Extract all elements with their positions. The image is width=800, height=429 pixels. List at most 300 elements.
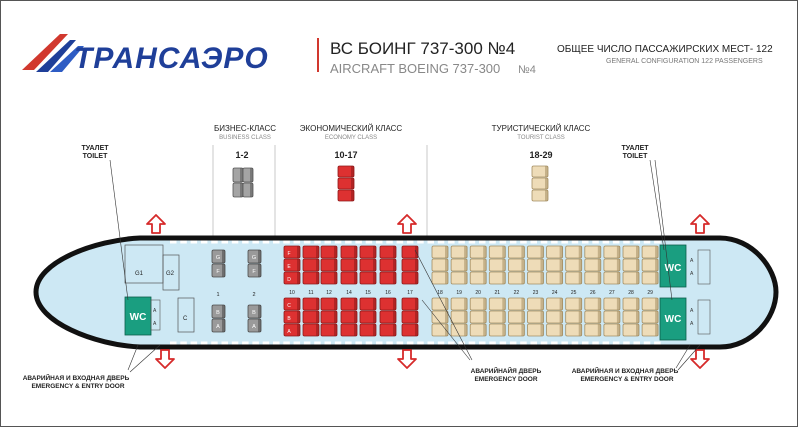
window — [376, 241, 383, 244]
economy-seat-back — [297, 311, 300, 323]
tourist-seat — [585, 298, 601, 310]
window — [489, 342, 496, 345]
economy-seat-back — [297, 272, 300, 284]
tourist-seat-back — [464, 246, 467, 258]
window — [211, 241, 218, 244]
tourist-seat — [508, 259, 524, 271]
tourist-seat — [623, 311, 639, 323]
tourist-seat-back — [636, 311, 639, 323]
economy-seat — [380, 324, 396, 336]
tourist-seat-back — [598, 272, 601, 284]
tourist-seat-back — [483, 272, 486, 284]
toilet-left-en: TOILET — [82, 153, 108, 160]
economy-seat-back — [354, 311, 357, 323]
tourist-seat — [547, 298, 563, 310]
window — [623, 241, 630, 244]
business-seat-back — [222, 305, 225, 318]
toilet-left-ru: ТУАЛЕТ — [81, 145, 109, 152]
tourist-seat — [585, 259, 601, 271]
window — [541, 241, 548, 244]
row-number: 15 — [365, 290, 371, 296]
window — [252, 241, 259, 244]
tourist-seat — [566, 324, 582, 336]
window — [417, 342, 424, 345]
legend-tourist-seat — [532, 166, 548, 177]
window — [613, 241, 620, 244]
economy-seat — [341, 272, 357, 284]
row-number: 1 — [216, 292, 220, 298]
tourist-seat-back — [617, 259, 620, 271]
economy-seat — [380, 311, 396, 323]
emergency-entry-door-right-ru: АВАРИЙНАЯ И ВХОДНАЯ ДВЕРЬ — [571, 368, 679, 375]
tourist-seat — [508, 298, 524, 310]
economy-seat-back — [393, 311, 396, 323]
tourist-seat — [585, 272, 601, 284]
attendant-label: A — [690, 271, 694, 277]
tourist-seat-back — [598, 311, 601, 323]
tourist-seat-back — [521, 246, 524, 258]
tourist-seat — [432, 259, 448, 271]
economy-seat-back — [354, 246, 357, 258]
tourist-seat — [451, 298, 467, 310]
window — [222, 342, 229, 345]
tourist-seat — [489, 298, 505, 310]
window — [520, 342, 527, 345]
tourist-seat — [623, 272, 639, 284]
seat-letter: E — [287, 264, 291, 270]
tourist-seat — [642, 272, 658, 284]
seat-letter: A — [252, 324, 256, 330]
window — [551, 241, 558, 244]
tourist-seat — [585, 324, 601, 336]
row-number: 19 — [456, 290, 462, 296]
window — [180, 241, 187, 244]
economy-seat — [402, 311, 418, 323]
tourist-seat — [508, 272, 524, 284]
emergency-entry-door-left-en: EMERGENCY & ENTRY DOOR — [31, 383, 125, 390]
legend-economy-seat — [338, 166, 354, 177]
window — [531, 241, 538, 244]
window — [335, 241, 342, 244]
window — [510, 342, 517, 345]
title-ru: ВС БОИНГ 737-300 №4 — [330, 39, 516, 58]
tourist-seat — [623, 259, 639, 271]
economy-seat — [360, 259, 376, 271]
tourist-seat — [528, 311, 544, 323]
window — [438, 241, 445, 244]
tourist-seat — [566, 259, 582, 271]
window — [232, 241, 239, 244]
window — [304, 241, 311, 244]
economy-seat-back — [373, 324, 376, 336]
window — [634, 241, 641, 244]
economy-seat-back — [354, 272, 357, 284]
economy-seat — [360, 298, 376, 310]
seat-letter: B — [216, 310, 220, 316]
economy-seat — [341, 246, 357, 258]
wc-front-label: WC — [129, 312, 147, 323]
economy-seat-back — [415, 259, 418, 271]
window — [572, 342, 579, 345]
economy-seat-back — [316, 259, 319, 271]
tourist-seat — [528, 246, 544, 258]
tourist-seat — [642, 324, 658, 336]
window — [170, 342, 177, 345]
economy-seat-back — [354, 259, 357, 271]
economy-seat — [380, 272, 396, 284]
row-number: 24 — [551, 290, 558, 296]
tourist-seat — [547, 311, 563, 323]
business-seat-back — [222, 319, 225, 332]
economy-seat-back — [297, 298, 300, 310]
window — [479, 342, 486, 345]
economy-seat — [321, 324, 337, 336]
business-class-subtitle: BUSINESS CLASS — [219, 135, 271, 141]
window — [242, 241, 249, 244]
economy-seat-back — [393, 272, 396, 284]
window — [335, 342, 342, 345]
tourist-seat-back — [617, 324, 620, 336]
tourist-seat-back — [617, 272, 620, 284]
economy-seat — [303, 324, 319, 336]
economy-seat-back — [373, 311, 376, 323]
tourist-seat — [451, 259, 467, 271]
legend-tourist-seat-back — [545, 178, 548, 189]
tourist-seat-back — [579, 272, 582, 284]
tourist-seat-back — [636, 298, 639, 310]
tourist-seat-back — [560, 259, 563, 271]
exit-arrow-up-icon — [147, 215, 165, 233]
tourist-seat — [585, 311, 601, 323]
window — [191, 342, 198, 345]
economy-class-title: ЭКОНОМИЧЕСКИЙ КЛАСС — [299, 124, 403, 133]
economy-seat — [321, 311, 337, 323]
economy-seat-back — [415, 298, 418, 310]
tourist-seat — [528, 298, 544, 310]
tourist-seat — [470, 324, 486, 336]
window — [273, 241, 280, 244]
tourist-seat-back — [655, 246, 658, 258]
tourist-seat-back — [483, 259, 486, 271]
legend-business-seat-back — [240, 168, 243, 182]
exit-arrow-down-icon — [691, 350, 709, 368]
economy-seat-back — [297, 259, 300, 271]
window — [551, 342, 558, 345]
tourist-seat — [623, 324, 639, 336]
tourist-seat-back — [560, 324, 563, 336]
legend-business-seat — [233, 168, 243, 182]
tourist-seat-back — [502, 246, 505, 258]
economy-seat-back — [393, 259, 396, 271]
tourist-seat — [489, 246, 505, 258]
tourist-seat — [432, 324, 448, 336]
window — [283, 241, 290, 244]
exit-arrow-up-icon — [398, 215, 416, 233]
tourist-seat-back — [502, 259, 505, 271]
tourist-seat-back — [655, 298, 658, 310]
tourist-seat — [547, 272, 563, 284]
toilet-right-en: TOILET — [622, 153, 648, 160]
tourist-seat-back — [445, 246, 448, 258]
window — [458, 241, 465, 244]
tourist-seat — [528, 259, 544, 271]
window — [314, 342, 321, 345]
economy-seat — [380, 259, 396, 271]
tourist-seat — [642, 246, 658, 258]
economy-seat-back — [415, 311, 418, 323]
window — [500, 342, 507, 345]
window — [469, 241, 476, 244]
economy-seat-back — [316, 324, 319, 336]
tourist-seat-back — [655, 324, 658, 336]
tourist-seat — [489, 272, 505, 284]
legend-tourist-seat — [532, 178, 548, 189]
galley-g1-label: G1 — [135, 271, 144, 277]
economy-seat — [341, 311, 357, 323]
economy-seat-back — [373, 272, 376, 284]
tourist-seat — [566, 272, 582, 284]
window — [448, 342, 455, 345]
window — [345, 241, 352, 244]
tourist-seat — [604, 298, 620, 310]
tourist-seat-back — [560, 298, 563, 310]
tourist-seat — [470, 311, 486, 323]
title-en-number: №4 — [518, 64, 536, 76]
emergency-entry-door-left-ru: АВАРИЙНАЯ И ВХОДНАЯ ДВЕРЬ — [22, 375, 130, 382]
economy-seat — [360, 311, 376, 323]
economy-seat-back — [415, 324, 418, 336]
row-number: 21 — [494, 290, 501, 296]
row-number: 23 — [532, 290, 539, 296]
business-class-title: БИЗНЕС-КЛАСС — [213, 124, 277, 133]
window — [469, 342, 476, 345]
economy-seat — [321, 272, 337, 284]
tourist-seat-back — [579, 298, 582, 310]
tourist-seat — [451, 246, 467, 258]
row-number: 11 — [308, 290, 314, 296]
window — [592, 241, 599, 244]
economy-seat-back — [316, 311, 319, 323]
exit-arrow-down-icon — [398, 350, 416, 368]
window — [603, 241, 610, 244]
economy-seat-back — [316, 246, 319, 258]
tourist-seat-back — [655, 272, 658, 284]
tourist-seat-back — [541, 311, 544, 323]
tourist-seat — [508, 324, 524, 336]
window — [355, 342, 362, 345]
galley-g2-label: G2 — [166, 271, 175, 277]
window — [345, 342, 352, 345]
economy-seat-back — [334, 324, 337, 336]
tourist-seat-back — [464, 311, 467, 323]
window — [417, 241, 424, 244]
window — [294, 241, 301, 244]
window — [541, 342, 548, 345]
tourist-seat — [566, 246, 582, 258]
tourist-seat-back — [579, 246, 582, 258]
row-number: 16 — [385, 290, 391, 296]
economy-seat — [303, 298, 319, 310]
tourist-seat — [585, 246, 601, 258]
economy-seat — [402, 272, 418, 284]
tourist-seat — [642, 259, 658, 271]
tourist-seat-back — [502, 272, 505, 284]
wc-rear-bottom-label: WC — [664, 314, 682, 325]
tourist-seat-back — [464, 272, 467, 284]
window — [448, 241, 455, 244]
economy-seat-back — [334, 246, 337, 258]
toilet-right-ru: ТУАЛЕТ — [621, 145, 649, 152]
tourist-seat-back — [598, 246, 601, 258]
tourist-seat-back — [541, 324, 544, 336]
row-number: 26 — [590, 290, 596, 296]
economy-seat-back — [373, 246, 376, 258]
tourist-seat — [623, 246, 639, 258]
emergency-door-ru: АВАРИЙНАЙЯ ДВЕРЬ — [470, 368, 542, 375]
row-number: 2 — [252, 292, 256, 298]
window — [510, 241, 517, 244]
window — [304, 342, 311, 345]
economy-seat-back — [316, 298, 319, 310]
economy-seat-back — [354, 324, 357, 336]
tourist-class-subtitle: TOURIST CLASS — [517, 135, 565, 141]
economy-seat-back — [393, 298, 396, 310]
economy-seat — [402, 246, 418, 258]
business-seat-back — [258, 250, 261, 263]
tourist-seat — [642, 311, 658, 323]
row-number: 12 — [326, 290, 332, 296]
wc-rear-top-label: WC — [664, 263, 682, 274]
economy-class-subtitle: ECONOMY CLASS — [324, 135, 378, 141]
row-number: 14 — [346, 290, 352, 296]
seat-letter: G — [215, 255, 221, 261]
tourist-seat-back — [445, 272, 448, 284]
tourist-seat-back — [521, 298, 524, 310]
tourist-seat — [470, 246, 486, 258]
legend-business-seat-back — [250, 183, 253, 197]
row-number: 29 — [647, 290, 653, 296]
seat-letter: D — [287, 277, 291, 283]
tourist-seat-back — [598, 259, 601, 271]
tourist-seat-back — [560, 246, 563, 258]
economy-seat-back — [334, 272, 337, 284]
seat-letter: B — [252, 310, 256, 316]
tourist-seat-back — [521, 324, 524, 336]
tourist-seat — [432, 272, 448, 284]
economy-seat-back — [373, 298, 376, 310]
window — [623, 342, 630, 345]
tourist-seat-back — [655, 311, 658, 323]
business-seat-back — [258, 305, 261, 318]
tourist-seat — [451, 324, 467, 336]
economy-seat-back — [415, 272, 418, 284]
row-number: 25 — [570, 290, 577, 296]
tourist-seat — [508, 246, 524, 258]
business-seat-back — [258, 264, 261, 277]
window — [201, 241, 208, 244]
tourist-seat-back — [560, 311, 563, 323]
economy-seat-back — [334, 311, 337, 323]
legend-business-seat-back — [240, 183, 243, 197]
window — [211, 342, 218, 345]
title-en: AIRCRAFT BOEING 737-300 — [330, 61, 501, 76]
tourist-seat — [432, 298, 448, 310]
window — [644, 241, 651, 244]
tourist-seat — [642, 298, 658, 310]
window — [582, 241, 589, 244]
emergency-entry-door-right-en: EMERGENCY & ENTRY DOOR — [580, 376, 674, 383]
attendant-label: A — [690, 321, 694, 327]
window — [376, 342, 383, 345]
economy-seat — [303, 259, 319, 271]
tourist-seat-back — [541, 272, 544, 284]
seat-letter: F — [216, 269, 220, 275]
closet-label: C — [183, 316, 188, 322]
tourist-seat — [566, 298, 582, 310]
tourist-rows: 18-29 — [529, 150, 553, 160]
economy-rows: 10-17 — [334, 150, 358, 160]
economy-seat — [303, 311, 319, 323]
tourist-seat — [528, 272, 544, 284]
seat-letter: A — [216, 324, 220, 330]
seat-letter: G — [251, 255, 257, 261]
tourist-seat-back — [579, 259, 582, 271]
economy-seat — [402, 324, 418, 336]
economy-seat — [380, 246, 396, 258]
tourist-seat-back — [464, 298, 467, 310]
economy-seat-back — [297, 246, 300, 258]
window — [355, 241, 362, 244]
window — [613, 342, 620, 345]
row-number: 28 — [628, 290, 634, 296]
economy-seat — [321, 246, 337, 258]
tourist-seat — [470, 298, 486, 310]
window — [561, 241, 568, 244]
window — [582, 342, 589, 345]
seat-letter: C — [287, 303, 291, 309]
window — [170, 241, 177, 244]
legend-business-seat — [233, 183, 243, 197]
tourist-seat-back — [445, 324, 448, 336]
economy-seat — [303, 272, 319, 284]
economy-seat-back — [354, 298, 357, 310]
row-number: 20 — [475, 290, 481, 296]
tourist-seat-back — [617, 298, 620, 310]
legend-business-seat-back — [250, 168, 253, 182]
tourist-seat — [432, 311, 448, 323]
window — [325, 342, 332, 345]
economy-seat-back — [415, 246, 418, 258]
tourist-seat — [451, 311, 467, 323]
economy-seat — [321, 298, 337, 310]
logo-text: ТРАНСАЭРО — [74, 42, 269, 75]
window — [273, 342, 280, 345]
config-ru: ОБЩЕЕ ЧИСЛО ПАССАЖИРСКИХ МЕСТ- 122 — [557, 44, 773, 55]
economy-seat — [303, 246, 319, 258]
tourist-seat — [451, 272, 467, 284]
legend-economy-seat-back — [351, 166, 354, 177]
tourist-seat-back — [655, 259, 658, 271]
window — [325, 241, 332, 244]
attendant-label: A — [690, 258, 694, 264]
window — [634, 342, 641, 345]
window — [407, 342, 414, 345]
attendant-label: A — [690, 308, 694, 314]
transaero-logo — [22, 34, 269, 75]
tourist-seat — [470, 272, 486, 284]
tourist-seat — [604, 272, 620, 284]
window — [500, 241, 507, 244]
